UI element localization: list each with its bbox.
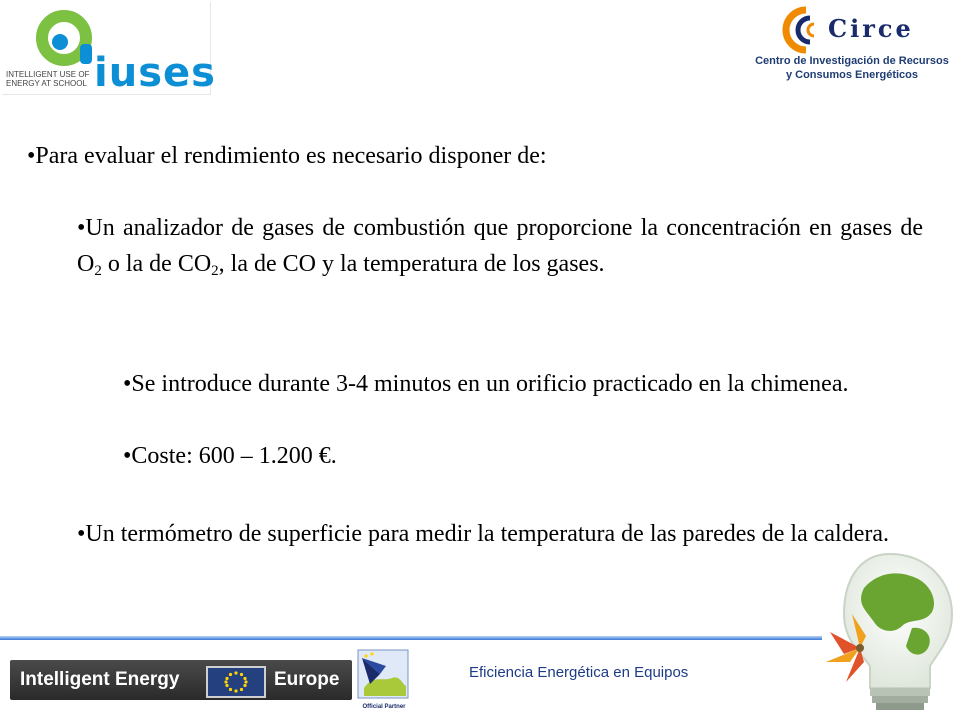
intro-bullet: •Para evaluar el rendimiento es necesario disponer de: — [27, 143, 547, 169]
intelligent-energy-europe-banner — [10, 660, 352, 700]
iuses-caption: INTELLIGENT USE OF ENERGY AT SCHOOL — [6, 70, 90, 88]
analyzer-text-part3: , la de CO y la temperatura de los gases. — [218, 251, 605, 277]
footer-divider — [0, 636, 822, 640]
program-name-right: Europe — [274, 669, 340, 690]
analyzer-text-part1: Un analizador de gases de combustión que proporcione la concentración en gases de O — [77, 215, 923, 277]
partner-label: Official Partner — [362, 704, 406, 710]
analyzer-text-part2: o la de CO — [101, 251, 212, 277]
circe-subtitle-line1: Centro de Investigación de Recursos — [755, 55, 949, 67]
bullet-insertion: •Se introduce durante 3-4 minutos en un orificio practicado en la chimenea. — [123, 371, 849, 397]
co2-subscript: 2 — [211, 263, 219, 279]
partner-emblem-icon — [356, 648, 412, 702]
earth-bulb-icon — [820, 548, 960, 720]
eu-flag-icon — [206, 666, 266, 698]
official-partner-logo — [356, 648, 412, 714]
footer-caption: Eficiencia Energética en Equipos — [469, 664, 689, 681]
o2-subscript: 2 — [94, 263, 102, 279]
program-name-left: Intelligent Energy — [20, 669, 180, 690]
bullet-cost: •Coste: 600 – 1.200 €. — [123, 443, 337, 469]
circe-subtitle-line2: y Consumos Energéticos — [785, 69, 919, 81]
circe-wordmark: Circe — [828, 14, 914, 43]
eu-stars-icon — [208, 668, 264, 696]
iuses-wordmark: iuses — [94, 50, 216, 96]
bullet-thermometer: •Un termómetro de superficie para medir la temperatura de las paredes de la caldera. — [77, 521, 890, 547]
bullet-marker: • — [77, 215, 86, 241]
bullet-gas-analyzer — [77, 210, 923, 282]
